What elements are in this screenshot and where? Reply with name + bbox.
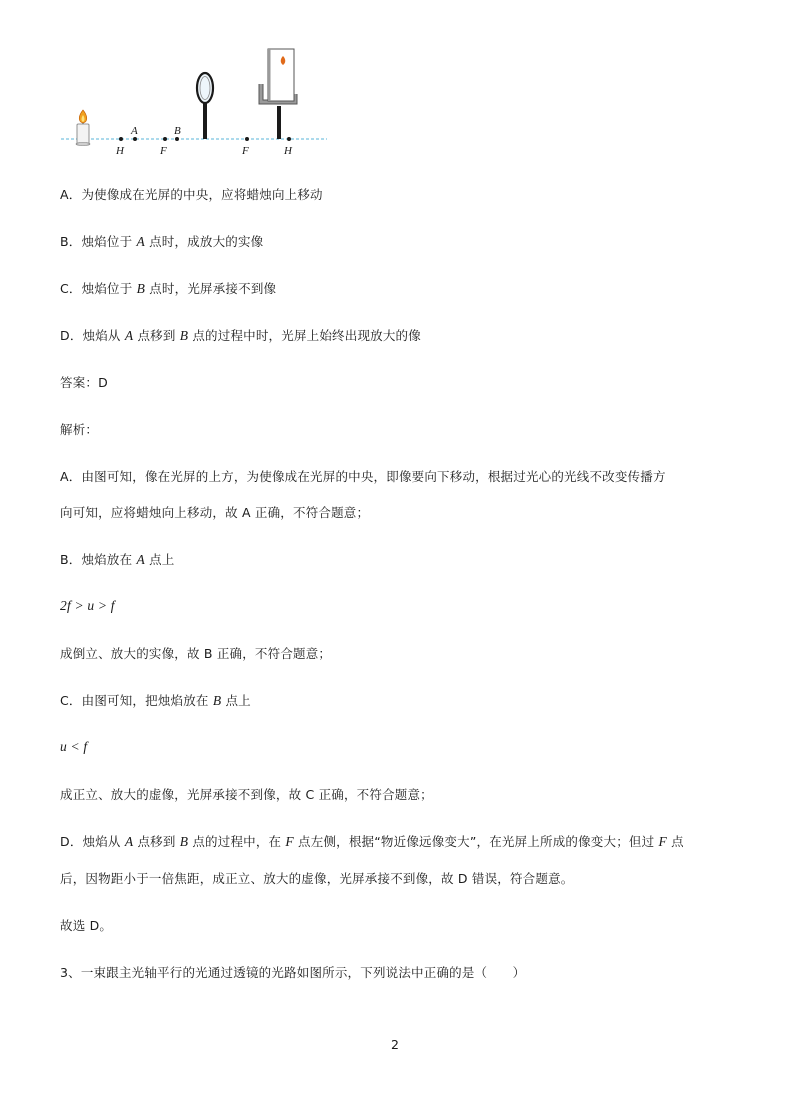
analysis-d-line1 xyxy=(60,833,684,851)
analysis-d-var-4: F xyxy=(658,834,667,849)
analysis-d-text-2: 点移到 xyxy=(133,834,180,849)
analysis-b-text: B．烛焰放在 xyxy=(60,552,137,567)
option-d-var2: B xyxy=(179,328,189,343)
analysis-b-var: A xyxy=(136,552,145,567)
answer: 答案：D xyxy=(60,375,108,390)
option-b-text: B．烛焰位于 xyxy=(60,234,137,249)
option-c xyxy=(60,280,276,298)
analysis-b-conclusion: 成倒立、放大的实像，故 B 正确，不符合题意； xyxy=(60,646,332,661)
point-H-right xyxy=(287,137,291,141)
point-A xyxy=(133,137,137,141)
analysis-d-text-3: 点的过程中，在 xyxy=(188,834,286,849)
analysis-c-text: C．由图可知，把烛焰放在 xyxy=(60,693,213,708)
analysis-d-text-5: 点 xyxy=(666,834,684,849)
analysis-a-line1: A．由图可知，像在光屏的上方，为使像成在光屏的中央，即像要向下移动，根据过光心的光线不改变传播方 xyxy=(60,469,666,484)
option-d xyxy=(60,327,421,345)
analysis-d-text-4: 点左侧，根据“物近像远像变大”，在光屏上所成的像变大；但过 xyxy=(293,834,659,849)
question-3: 3、一束跟主光轴平行的光通过透镜的光路如图所示，下列说法中正确的是（ ） xyxy=(60,965,526,980)
label-F-left: F xyxy=(160,145,167,157)
candle-icon xyxy=(76,110,90,146)
convex-lens-icon xyxy=(197,73,213,139)
option-d-var1: A xyxy=(124,328,134,343)
option-a: A．为使像成在光屏的中央，应将蜡烛向上移动 xyxy=(60,187,323,202)
analysis-a-line2: 向可知，应将蜡烛向上移动，故 A 正确，不符合题意； xyxy=(60,505,370,520)
final-answer: 故选 D。 xyxy=(60,918,113,933)
analysis-b-formula: 2f > u > f xyxy=(60,598,115,613)
option-c-text: C．烛焰位于 xyxy=(60,281,137,296)
analysis-b-text-end: 点上 xyxy=(144,552,175,567)
page-number: 2 xyxy=(391,1037,399,1052)
analysis-c-conclusion: 成正立、放大的虚像，光屏承接不到像，故 C 正确，不符合题意； xyxy=(60,787,433,802)
analysis-d-var-2: B xyxy=(179,834,189,849)
optical-bench-diagram xyxy=(55,44,335,159)
analysis-d-line2: 后，因物距小于一倍焦距，成正立、放大的虚像，光屏承接不到像，故 D 错误，符合题意。 xyxy=(60,871,574,886)
option-c-var: B xyxy=(136,281,146,296)
analysis-b xyxy=(60,551,174,569)
analysis-label: 解析： xyxy=(60,422,99,437)
analysis-c-var: B xyxy=(212,693,222,708)
analysis-d-var-3: F xyxy=(285,834,294,849)
analysis-c-formula: u < f xyxy=(60,739,88,754)
label-A: A xyxy=(131,125,138,137)
light-screen-icon xyxy=(261,49,295,139)
option-b xyxy=(60,233,263,251)
point-H-left xyxy=(119,137,123,141)
option-b-text-end: 点时，成放大的实像 xyxy=(144,234,264,249)
option-b-var: A xyxy=(136,234,145,249)
label-H-left: H xyxy=(116,145,124,157)
option-c-text-end: 点时，光屏承接不到像 xyxy=(145,281,277,296)
analysis-d-var-1: A xyxy=(124,834,134,849)
analysis-c-text-end: 点上 xyxy=(221,693,251,708)
option-d-text-end: 点的过程中时，光屏上始终出现放大的像 xyxy=(188,328,421,343)
option-d-text-mid: 点移到 xyxy=(133,328,180,343)
point-B xyxy=(175,137,179,141)
point-F-right xyxy=(245,137,249,141)
option-d-text: D．烛焰从 xyxy=(60,328,125,343)
point-F-left xyxy=(163,137,167,141)
label-H-right: H xyxy=(284,145,292,157)
analysis-d-text-1: D．烛焰从 xyxy=(60,834,125,849)
label-B: B xyxy=(174,125,181,137)
analysis-c xyxy=(60,692,251,710)
label-F-right: F xyxy=(242,145,249,157)
